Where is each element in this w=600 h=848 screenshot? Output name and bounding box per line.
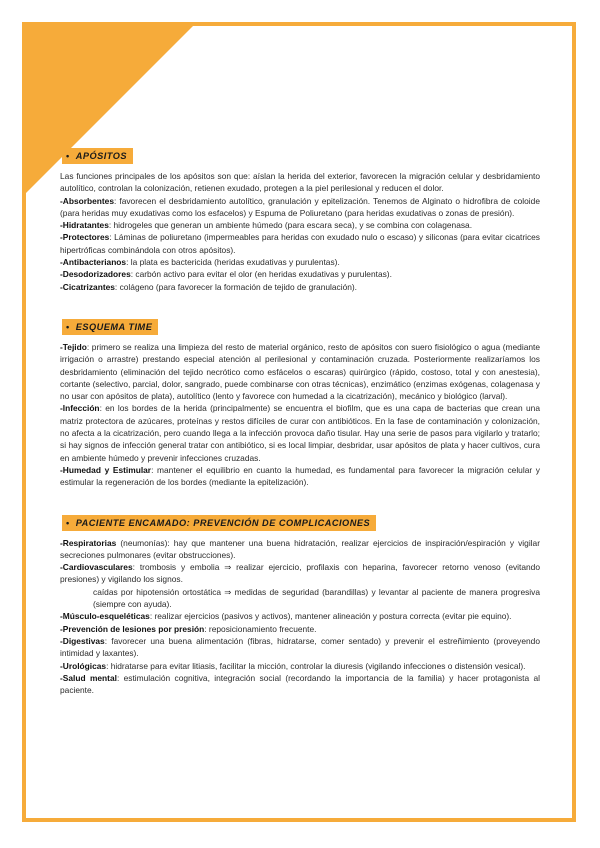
item-term: -Cicatrizantes	[60, 281, 115, 292]
list-item	[60, 586, 540, 611]
list-item	[60, 537, 540, 562]
item-text: : trombosis y embolia ⇒ realizar ejercicio, profilaxis con heparina, favorecer retorno venoso (evitando presiones) y vigilando los signos.	[60, 562, 540, 585]
section-esquema-time	[60, 319, 540, 489]
encamado-list	[60, 537, 540, 697]
item-term: -Antibacterianos	[60, 257, 127, 268]
list-item	[60, 561, 540, 586]
list-item	[60, 256, 540, 268]
section-heading: • ESQUEMA TIME	[62, 319, 158, 335]
section-heading: • PACIENTE ENCAMADO: PREVENCIÓN DE COMPLICACIONES	[62, 515, 376, 531]
section-paciente-encamado	[60, 515, 540, 697]
list-item	[60, 341, 540, 402]
item-term: -Infección	[60, 403, 100, 414]
document-body	[60, 148, 540, 722]
item-term: -Urológicas	[60, 660, 107, 671]
item-text: : hidrogeles que generan un ambiente húmedo (para escara seca), y se combina con colagenasa.	[108, 220, 473, 231]
item-text: : primero se realiza una limpieza del resto de material orgánico, resto de apósitos con suero fisiológico o agua (mediante irrigación o arrastre) prestando especial atención al perilesional y contaminación cruzada. Posteriormente realizaríamos los desbridamiento (eliminación del tejido necrótico como esfácelos o escaras) quirúrgico (rápido, costoso, total y con anestesia), cortante (selectivo, parcial, dolor, sangrado, puede combinarse con otras técnicas), enzimático (enzimas exógenas, colagenasa y no usar con apósitos de plata), autolítico (lento y favorece con humedad a la cicatrización), mecánico y biológico (larval).	[60, 341, 540, 402]
item-text: : en los bordes de la herida (principalmente) se encuentra el biofilm, que es una capa de bacterias que crean una matriz protectora de azúcares, proteínas y restos difíciles de curar con antibióticos. En la fase de contaminación y colonización, no afecta a la cicatrización, pero cuando llega a la infección provoca daño tisular. Hay una serie de pasos para vigilarlo y tratarlo; si hay signos de infección general tratar con antibiótico, si es local limpiar, desbridar, usar apósitos de plata y hacer cultivos, cura en ambiente húmedo y prevenir infecciones cruzadas.	[60, 403, 540, 463]
item-term: -Desodorizadores	[60, 269, 131, 280]
item-term: -Músculo-esqueléticas	[60, 611, 150, 622]
item-term: -Tejido	[60, 341, 87, 352]
section-heading: • APÓSITOS	[62, 148, 133, 164]
item-text: : Láminas de poliuretano (impermeables para heridas con exudado nulo o escaso) y siliconas (para evitar cicatrices hipertróficas combinándola con otros apósitos).	[60, 232, 540, 255]
item-text: : reposicionamiento frecuente.	[204, 623, 317, 634]
list-item	[60, 195, 540, 220]
list-item	[60, 610, 540, 622]
list-item	[60, 672, 540, 697]
item-text: : la plata es bactericida (heridas exudativas y purulentas).	[126, 257, 340, 268]
item-text: : favorecer una buena alimentación (fibras, hidratarse, comer sentado) y prevenir el estreñimiento (proveyendo intimidad y laxantes).	[60, 635, 540, 659]
item-text: : mantener el equilibrio en cuanto la humedad, es fundamental para favorecer la migración celular y estimular la regeneración de los bordes (mediante la epitelización).	[60, 464, 540, 488]
item-term: -Digestivas	[60, 635, 105, 646]
item-text: : estimulación cognitiva, integración social (recordando la importancia de la familia) y hacer protagonista al paciente.	[60, 672, 540, 696]
apositos-list	[60, 195, 540, 293]
section-apositos	[60, 148, 540, 293]
item-text: : realizar ejercicios (pasivos y activos), mantener alineación y postura correcta (evitar pie equino).	[149, 611, 512, 622]
item-term: -Salud mental	[60, 672, 117, 683]
list-item	[60, 464, 540, 489]
item-term: -Prevención de lesiones por presión	[60, 623, 205, 634]
item-term: -Hidratantes	[60, 220, 109, 231]
list-item	[60, 219, 540, 231]
time-list	[60, 341, 540, 489]
list-item	[60, 660, 540, 672]
apositos-intro: Las funciones principales de los apósitos son que: aíslan la herida del exterior, favorecen la migración celular y desbridamiento autolítico, controlan la colonización, retienen exudado, protegen a la piel perilesional y reducen el dolor.	[60, 171, 540, 194]
item-term: -Protectores	[60, 232, 110, 243]
item-term: -Absorbentes	[60, 195, 114, 206]
item-text: : favorecen el desbridamiento autolítico, granulación y epitelización. Tenemos de Alginato o hidrofibra de coloide (para heridas muy exudativas como los esfacelos) y Espuma de Poliuretano (para heridas exudativas o zonas de presión).	[60, 195, 540, 218]
list-item	[60, 402, 540, 463]
list-item	[60, 623, 540, 635]
item-term: -Respiratorias	[60, 537, 117, 548]
item-text: caídas por hipotensión ortostática ⇒ medidas de seguridad (barandillas) y levantar al paciente de manera progresiva (siempre con ayuda).	[93, 586, 540, 610]
item-term: -Cardiovasculares	[60, 562, 133, 573]
list-item	[60, 231, 540, 256]
item-text: (neumonías): hay que mantener una buena hidratación, realizar ejercicios de inspiración/espiración y vigilar secreciones pulmonares (evitar obstrucciones).	[60, 537, 540, 560]
item-text: : hidratarse para evitar litiasis, facilitar la micción, controlar la diuresis (vigilando infecciones o distensión vesical).	[106, 660, 526, 671]
list-item	[60, 281, 540, 293]
list-item	[60, 635, 540, 660]
item-text: : colágeno (para favorecer la formación de tejido de granulación).	[114, 281, 358, 292]
item-term: -Humedad y Estimular	[60, 464, 152, 475]
item-text: : carbón activo para evitar el olor (en heridas exudativas y purulentas).	[130, 269, 392, 280]
list-item	[60, 268, 540, 280]
